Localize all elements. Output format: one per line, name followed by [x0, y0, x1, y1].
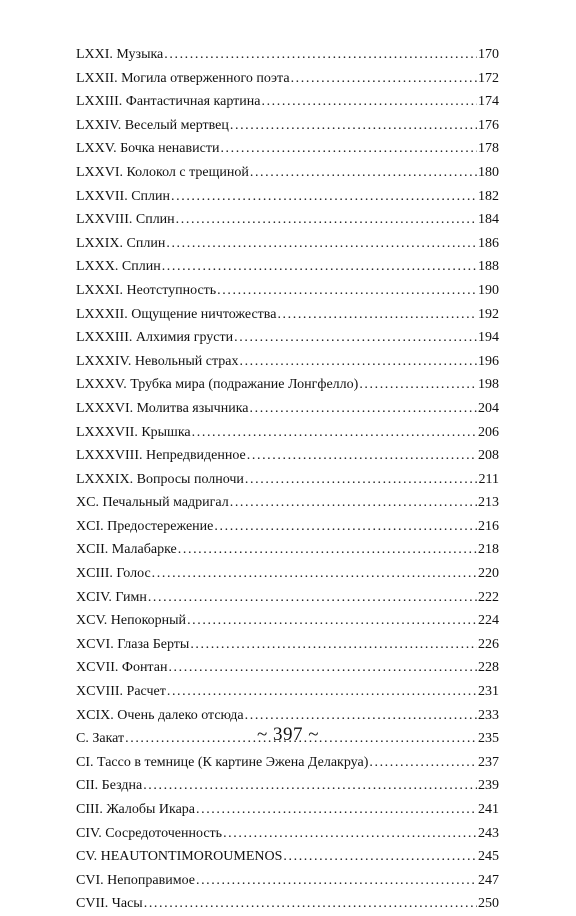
toc-entry	[76, 350, 499, 374]
dot-leader	[190, 633, 477, 657]
dot-leader	[178, 538, 477, 562]
toc-entry	[76, 538, 499, 562]
dot-leader	[192, 421, 477, 445]
toc-entry-page: 243	[478, 825, 499, 841]
toc-entry-page: 218	[478, 542, 499, 558]
toc-entry	[76, 515, 499, 539]
toc-entry-title: LXXXVII. Крышка	[76, 424, 191, 440]
toc-entry-page: 192	[478, 306, 499, 322]
toc-entry-page: 245	[478, 849, 499, 865]
toc-entry-page: 188	[478, 259, 499, 275]
dot-leader	[261, 90, 477, 114]
toc-entry-title: LXXXIII. Алхимия грусти	[76, 330, 234, 346]
toc-entry-page: 228	[478, 660, 499, 676]
toc-entry	[76, 279, 499, 303]
toc-entry-title: XCII. Малабарке	[76, 542, 177, 558]
toc-entry	[76, 586, 499, 610]
dot-leader	[168, 656, 477, 680]
toc-entry-page: 250	[478, 896, 499, 912]
toc-entry-page: 224	[478, 613, 499, 629]
toc-entry	[76, 208, 499, 232]
toc-entry-title: LXXII. Могила отверженного поэта	[76, 70, 290, 86]
toc-entry-title: LXXVIII. Сплин	[76, 212, 175, 228]
toc-entry-page: 226	[478, 636, 499, 652]
toc-entry-title: XCIV. Гимн	[76, 589, 147, 605]
dot-leader	[230, 114, 477, 138]
toc-entry-page: 174	[478, 94, 499, 110]
toc-entry-title: CIII. Жалобы Икара	[76, 802, 195, 817]
toc-entry-title: LXXVI. Колокол с трещиной	[76, 164, 249, 180]
toc-entry-title: LXXIV. Веселый мертвец	[76, 117, 229, 133]
toc-entry	[76, 892, 499, 916]
toc-entry-title: CIV. Сосредоточенность	[76, 825, 223, 841]
toc-entry	[76, 798, 499, 822]
toc-entry-title: LXXXV. Трубка мира (подражание Лонгфелло)	[76, 377, 359, 393]
dot-leader	[187, 609, 477, 633]
toc-entry	[76, 255, 499, 279]
toc-entry-title: CI. Тассо в темнице (К картине Эжена Делакруа)	[76, 754, 369, 770]
dot-leader	[223, 822, 477, 846]
toc-entry-title: LXXXVIII. Непредвиденное	[76, 448, 246, 464]
toc-entry-title: XCVIII. Расчет	[76, 684, 166, 700]
toc-entry-page: 211	[478, 471, 499, 487]
dot-leader	[171, 185, 477, 209]
dot-leader	[144, 892, 477, 916]
page-number: ~ 397 ~	[256, 724, 320, 745]
dot-leader	[245, 468, 478, 492]
toc-entry	[76, 680, 499, 704]
toc-entry-page: 222	[478, 589, 499, 605]
dot-leader	[247, 444, 477, 468]
dot-leader	[220, 137, 477, 161]
toc-entry-page: 204	[478, 400, 499, 416]
toc-entry	[76, 373, 499, 397]
toc-entry	[76, 232, 499, 256]
toc-entry-title: LXXX. Сплин	[76, 259, 161, 275]
dot-leader	[176, 208, 477, 232]
dot-leader	[167, 680, 477, 704]
toc-entry-title: LXXIII. Фантастичная картина	[76, 94, 261, 110]
dot-leader	[234, 326, 477, 350]
toc-entry-title: LXXXI. Неотступность	[76, 282, 217, 298]
toc-entry-page: 176	[478, 117, 499, 133]
toc-entry-title: XCVII. Фонтан	[76, 660, 168, 676]
toc-entry	[76, 656, 499, 680]
toc-entry	[76, 774, 499, 798]
toc-entry-title: LXXXIV. Невольный страх	[76, 353, 239, 369]
toc-entry-page: 184	[478, 212, 499, 228]
toc-entry	[76, 751, 499, 775]
toc-entry	[76, 444, 499, 468]
table-of-contents	[76, 43, 499, 916]
toc-entry-page: 208	[478, 448, 499, 464]
toc-entry-page: 231	[478, 684, 499, 700]
toc-entry-page: 194	[478, 330, 499, 346]
dot-leader	[164, 43, 477, 67]
toc-entry-page: 180	[478, 164, 499, 180]
dot-leader	[369, 751, 477, 775]
dot-leader	[217, 279, 477, 303]
toc-entry-page: 206	[478, 424, 499, 440]
toc-entry	[76, 326, 499, 350]
toc-entry-page: 172	[478, 70, 499, 86]
dot-leader	[196, 798, 477, 822]
toc-entry-page: 247	[478, 872, 499, 888]
toc-entry-title: XCIX. Очень далеко отсюда	[76, 707, 244, 723]
toc-entry-title: CV. HEAUTONTIMOROUMENOS	[76, 849, 283, 865]
dot-leader	[277, 303, 477, 327]
toc-entry	[76, 491, 499, 515]
toc-entry-title: LXXV. Бочка ненависти	[76, 141, 220, 157]
toc-entry	[76, 609, 499, 633]
toc-entry-page: 239	[478, 778, 499, 794]
toc-entry-page: 213	[478, 495, 499, 511]
toc-entry	[76, 67, 499, 91]
toc-entry	[76, 397, 499, 421]
toc-entry	[76, 822, 499, 846]
toc-entry	[76, 185, 499, 209]
toc-entry-page: 190	[478, 282, 499, 298]
dot-leader	[359, 373, 477, 397]
toc-entry-page: 216	[478, 518, 499, 534]
toc-entry-page: 186	[478, 235, 499, 251]
toc-entry-title: XCVI. Глаза Берты	[76, 636, 190, 652]
toc-entry	[76, 114, 499, 138]
dot-leader	[166, 232, 477, 256]
toc-entry-title: LXXVII. Сплин	[76, 188, 171, 204]
toc-entry-page: 178	[478, 141, 499, 157]
toc-entry-title: XCIII. Голос	[76, 566, 151, 582]
toc-entry-page: 182	[478, 188, 499, 204]
toc-entry-title: LXXIX. Сплин	[76, 235, 166, 251]
toc-entry-title: LXXXIX. Вопросы полночи	[76, 471, 244, 487]
toc-entry-title: LXXXII. Ощущение ничтожества	[76, 306, 277, 322]
toc-entry	[76, 845, 499, 869]
dot-leader	[230, 491, 477, 515]
toc-entry	[76, 468, 499, 492]
dot-leader	[148, 586, 477, 610]
toc-entry-page: 237	[478, 754, 499, 770]
toc-entry-title: XC. Печальный мадригал	[76, 495, 229, 511]
toc-entry-page: 233	[478, 707, 499, 723]
toc-entry	[76, 633, 499, 657]
toc-entry	[76, 869, 499, 893]
dot-leader	[239, 350, 477, 374]
dot-leader	[214, 515, 477, 539]
toc-entry-title: XCV. Непокорный	[76, 613, 187, 629]
dot-leader	[162, 255, 477, 279]
toc-entry-title: CVII. Часы	[76, 896, 143, 912]
toc-entry-page: 196	[478, 353, 499, 369]
toc-entry-title: LXXXVI. Молитва язычника	[76, 400, 249, 416]
dot-leader	[291, 67, 477, 91]
toc-entry	[76, 137, 499, 161]
toc-entry	[76, 43, 499, 67]
toc-entry-page: 241	[478, 802, 499, 817]
toc-entry-title: CVI. Непоправимое	[76, 872, 195, 888]
toc-entry	[76, 421, 499, 445]
dot-leader	[250, 397, 477, 421]
toc-entry	[76, 562, 499, 586]
toc-entry-title: LXXI. Музыка	[76, 47, 164, 62]
toc-entry	[76, 303, 499, 327]
toc-entry-page: 170	[478, 47, 499, 62]
toc-entry-title: C. Закат	[76, 731, 125, 747]
toc-entry-title: CII. Бездна	[76, 778, 143, 794]
dot-leader	[143, 774, 477, 798]
dot-leader	[250, 161, 477, 185]
toc-entry-title: XCI. Предостережение	[76, 518, 214, 534]
dot-leader	[152, 562, 477, 586]
toc-entry-page: 220	[478, 566, 499, 582]
toc-entry-page: 198	[478, 377, 499, 393]
toc-entry-page: 235	[478, 731, 499, 747]
dot-leader	[196, 869, 477, 893]
dot-leader	[283, 845, 477, 869]
toc-entry	[76, 90, 499, 114]
toc-entry	[76, 161, 499, 185]
